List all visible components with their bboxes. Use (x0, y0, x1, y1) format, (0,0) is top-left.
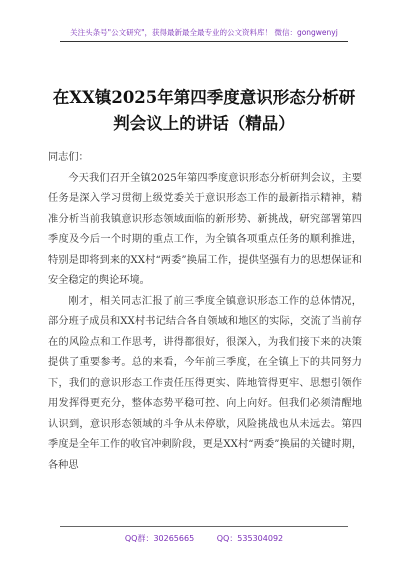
footer-divider (60, 526, 348, 527)
header-divider (60, 41, 348, 42)
document-body (48, 148, 362, 476)
footer-qq-group: QQ群：30265665 (124, 534, 195, 543)
header-note: 关注头条号"公文研究"，获得最新最全最专业的公文资料库！ 微信：gongwenyj (70, 28, 338, 37)
paragraph: 刚才，相关同志汇报了前三季度全镇意识形态工作的总体情况，部分班子成员和XX村书记结合各自领域和地区的实际，交流了当前存在的风险点和工作思考，讲得都很好，很深入，为我们接下来的决策提供了重要参考。总的来看，今年前三季度，在全镇上下的共同努力下，我们的意识形态工作责任压得更实、阵地管得更牢、思想引领作用发挥得更充分，整体态势平稳可控、向上向好。但我们必须清醒地认识到，意识形态领域的斗争从未停歇，风险挑战也从未远去。第四季度是全年工作的收官冲刺阶段，更是XX村“两委”换届的关键时期，各种思 (48, 295, 362, 471)
paragraph: 今天我们召开全镇2025年第四季度意识形态分析研判会议，主要任务是深入学习贯彻上级党委关于意识形态工作的最新指示精神，精准分析当前我镇意识形态领域面临的新形势、新挑战，研究部署第四季度及今后一个时期的重点工作，为全镇各项重点任务的顺利推进，特别是即将到来的XX村“两委”换届工作，提供坚强有力的思想保证和安全稳定的舆论环境。 (48, 172, 362, 286)
salutation: 同志们： (48, 152, 89, 163)
footer (0, 533, 408, 544)
footer-qq: QQ：535304092 (216, 534, 284, 543)
document-title: 在XX镇2025年第四季度意识形态分析研判会议上的讲话（精品） (52, 88, 356, 133)
